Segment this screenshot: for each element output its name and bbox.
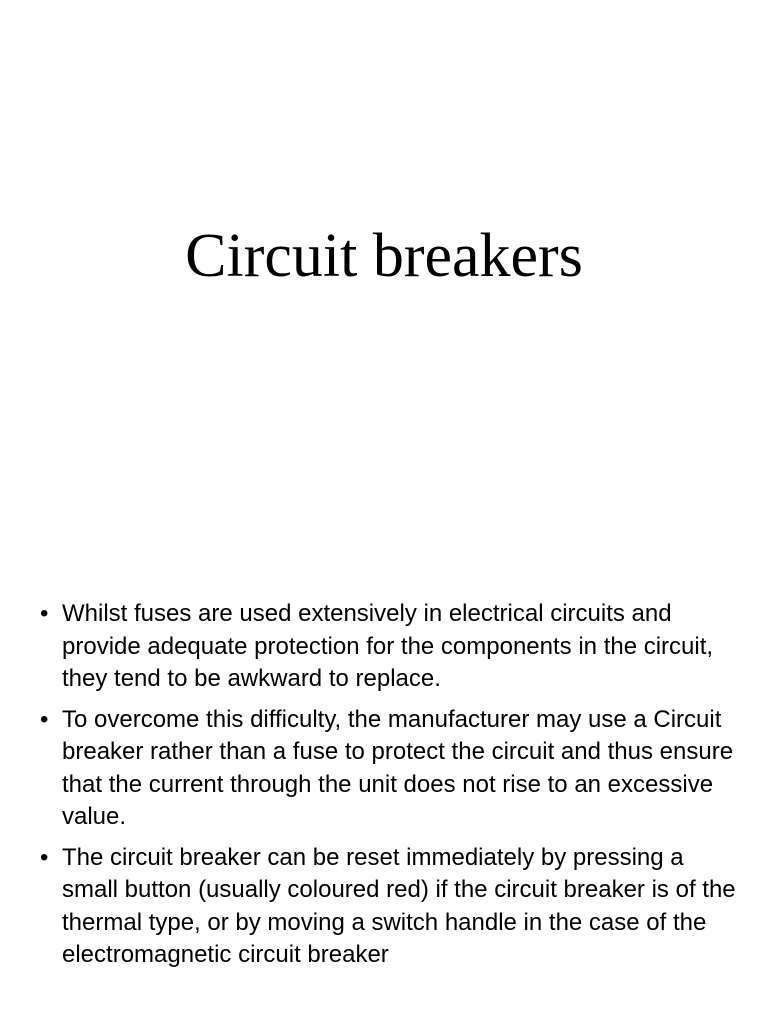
bullet-item bbox=[40, 598, 740, 696]
bullet-text: To overcome this difficulty, the manufacturer may use a Circuit breaker rather than a fuse to protect the circuit and thus ensure that the current through the unit does not rise to an excessive value. bbox=[62, 705, 734, 830]
slide-title: Circuit breakers bbox=[185, 222, 583, 290]
bullet-dot-icon: • bbox=[40, 843, 49, 871]
bullet-dot-icon: • bbox=[40, 705, 49, 733]
bullet-list bbox=[40, 598, 740, 980]
bullet-item bbox=[40, 842, 740, 972]
bullet-text: Whilst fuses are used extensively in electrical circuits and provide adequate protection for the components in the circuit, they tend to be awkward to replace. bbox=[62, 600, 714, 692]
bullet-dot-icon: • bbox=[40, 600, 49, 627]
bullet-item bbox=[40, 704, 740, 834]
bullet-text: The circuit breaker can be reset immediately by pressing a small button (usually coloured red) if the circuit breaker is of the thermal type, or by moving a switch handle in the case of the electromagnetic circuit breaker bbox=[62, 843, 736, 968]
